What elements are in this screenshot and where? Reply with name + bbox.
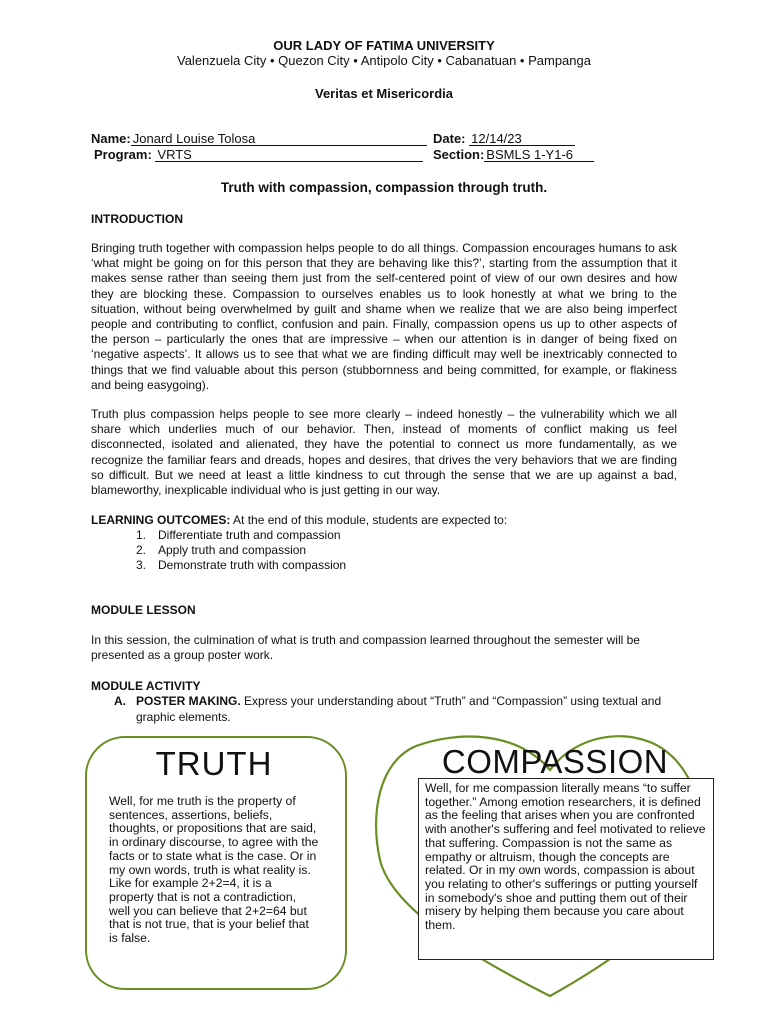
activity-item-label: POSTER MAKING. [136, 694, 241, 708]
introduction-paragraph-2: Truth plus compassion helps people to see more clearly – indeed honestly – the vulnerability which we all share which underlies much of our behavior. Then, instead of moments of conflict making us feel disconnected, isolated and alienated, they have the potential to connect us more fundamentally, as we recognize the familiar fears and dreads, hopes and desires, that drives the very behaviors that we are finding so difficult. But we need at least a little kindness to cut through the sense that we are up against a bad, blameworthy, inexplicable individual who is just getting in our way. [91, 407, 677, 498]
document-title: Truth with compassion, compassion through truth. [220, 180, 548, 195]
program-field [94, 147, 423, 162]
date-field [433, 131, 575, 146]
activity-item [114, 694, 661, 708]
outcome-item [136, 543, 306, 557]
name-value: Jonard Louise Tolosa [131, 132, 427, 146]
truth-text: Well, for me truth is the property of sentences, assertions, beliefs, thoughts, or propositions that are said, in ordinary discourse, to agree with the facts or to state what is the case. Or in my own words, truth is what reality is. Like for example 2+2=4, it is a property that is not a contradiction, well you can believe that 2+2=64 but that is not true, that is your belief that is false. [109, 794, 319, 946]
introduction-heading: INTRODUCTION [91, 212, 183, 226]
outcome-item [136, 528, 341, 542]
introduction-paragraph-1: Bringing truth together with compassion helps people to do all things. Compassion encourages humans to ask ‘what might be going on for this person that they are behaving like this?’, starting from the assumption that it makes sense rather than seeing them just from the self-centered point of view of our own desires and how they are blocking these. Compassion to ourselves enables us to look honestly at what we bring to the situation, without being overwhelmed by guilt and shame when we realize that we are also being imperfect people and contributing to conflict, confusion and pain. Finally, compassion opens us up to other aspects of the person – particularly the ones that are impressive – when our attention is in danger of being fixed on ‘negative aspects’. It allows us to see that what we are finding difficult may well be inextricably connected to things that we find valuable about this person (stubbornness and being committed, for example, or flakiness and being easygoing). [91, 241, 677, 392]
name-field [91, 131, 427, 146]
date-label: Date: [433, 131, 466, 146]
module-lesson-heading: MODULE LESSON [91, 603, 196, 617]
activity-item-text: Express your understanding about “Truth” and “Compassion” using textual and [244, 694, 662, 708]
module-activity-heading: MODULE ACTIVITY [91, 679, 201, 693]
activity-item-text-continued: graphic elements. [136, 710, 231, 724]
program-label: Program: [94, 147, 152, 162]
university-name: OUR LADY OF FATIMA UNIVERSITY [273, 38, 495, 53]
learning-outcomes-label: LEARNING OUTCOMES: [91, 513, 231, 527]
truth-title: TRUTH [155, 745, 273, 782]
motto: Veritas et Misericordia [314, 86, 453, 101]
module-lesson-text: In this session, the culmination of what is truth and compassion learned throughout the semester will be presented as a group poster work. [91, 633, 640, 663]
campus-list: Valenzuela City • Quezon City • Antipolo City • Cabanatuan • Pampanga [177, 53, 591, 68]
outcome-text: Demonstrate truth with compassion [158, 558, 347, 572]
compassion-text: Well, for me compassion literally means “to suffer together.” Among emotion researchers, it is defined as the feeling that arises when you are confronted with another's suffering and feel motivated to relieve that suffering. Compassion is not the same as empathy or altruism, though the concepts are related. Or in my own words, compassion is about you relating to other's sufferings or putting yourself in somebody's shoe and putting them out of their misery by helping them because you care about them. [425, 781, 706, 933]
compassion-title: COMPASSION [441, 743, 669, 780]
outcome-text: Apply truth and compassion [158, 543, 307, 557]
outcome-number: 3. [136, 558, 147, 572]
section-label: Section: [433, 147, 485, 162]
learning-outcomes [91, 513, 507, 527]
learning-outcomes-intro: At the end of this module, students are expected to: [233, 513, 508, 527]
name-label: Name: [91, 131, 131, 146]
outcome-number: 1. [136, 528, 147, 542]
section-value: BSMLS 1-Y1-6 [484, 148, 594, 162]
date-value: 12/14/23 [469, 132, 575, 146]
section-field [433, 147, 594, 162]
outcome-number: 2. [136, 543, 147, 557]
outcome-item [136, 558, 346, 572]
outcome-text: Differentiate truth and compassion [158, 528, 341, 542]
program-value: VRTS [155, 148, 423, 162]
activity-item-letter: A. [114, 694, 126, 708]
